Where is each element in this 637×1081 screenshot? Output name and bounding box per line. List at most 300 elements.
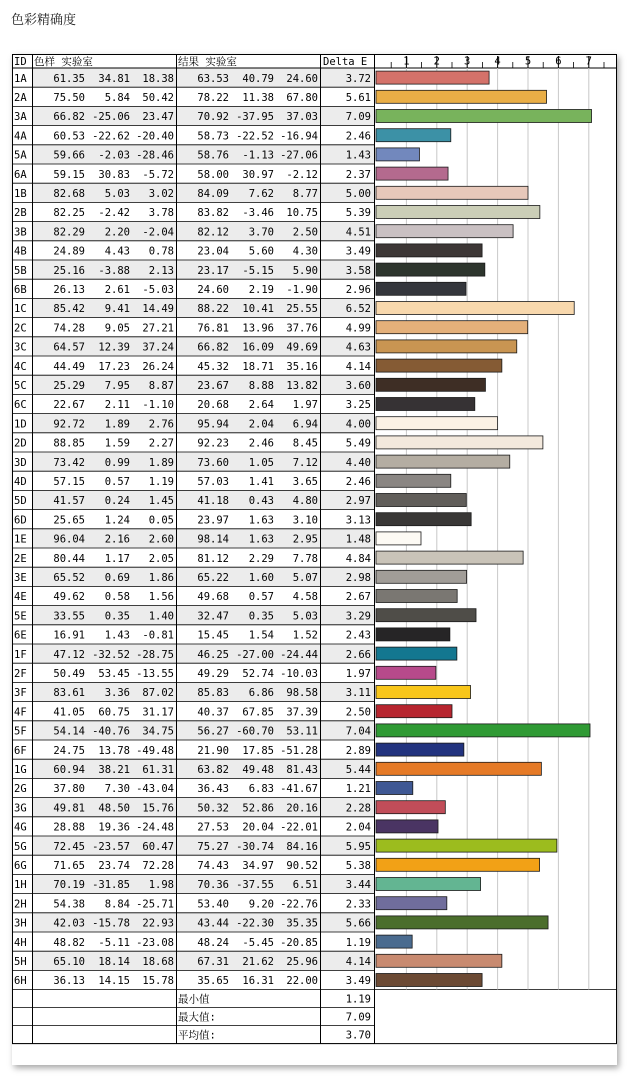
row-id: 3A	[14, 111, 27, 124]
axis-tick-label: 7	[585, 55, 592, 68]
result-lab-value: -41.67	[280, 783, 318, 796]
row-id: 4B	[14, 245, 27, 258]
sample-lab-value: 80.44	[53, 552, 85, 565]
result-lab-value: 41.18	[197, 495, 229, 508]
row-id: 4E	[14, 591, 27, 604]
result-lab-value: 10.75	[286, 207, 318, 220]
result-lab-value: 82.12	[197, 226, 229, 239]
sample-lab-value: 33.55	[53, 610, 85, 623]
row-id: 2D	[14, 437, 27, 450]
sample-lab-value: 54.38	[53, 898, 85, 911]
delta-e-bar	[376, 743, 464, 756]
row-id: 2H	[14, 898, 27, 911]
sample-lab-value: 0.58	[104, 591, 130, 604]
delta-e-bar	[376, 935, 412, 948]
row-id: 6G	[14, 860, 27, 873]
result-lab-value: 1.97	[292, 399, 318, 412]
delta-e-bar	[376, 494, 466, 507]
sample-lab-value: 53.45	[98, 668, 130, 681]
delta-e-value: 3.25	[345, 399, 371, 412]
sample-lab-value: 1.89	[148, 456, 174, 469]
result-lab-value: 58.00	[197, 168, 229, 181]
result-lab-value: 2.46	[248, 437, 274, 450]
result-lab-value: -37.95	[236, 111, 274, 124]
row-id: 4G	[14, 821, 27, 834]
sample-lab-value: 48.50	[98, 802, 130, 815]
sample-lab-value: 13.78	[98, 744, 130, 757]
row-id: 1E	[14, 533, 27, 546]
result-lab-value: 21.62	[242, 956, 274, 969]
result-lab-value: 50.32	[197, 802, 229, 815]
sample-lab-value: 1.17	[104, 552, 130, 565]
delta-e-bar	[376, 225, 513, 238]
delta-e-bar	[376, 974, 482, 987]
delta-e-value: 4.99	[345, 322, 371, 335]
result-lab-value: 4.58	[292, 591, 318, 604]
result-lab-value: -24.44	[280, 648, 318, 661]
summary-value: 1.19	[345, 993, 371, 1006]
sample-lab-value: 54.14	[53, 725, 85, 738]
sample-lab-value: 22.67	[53, 399, 85, 412]
delta-e-bar	[376, 609, 476, 622]
result-lab-value: 3.10	[292, 514, 318, 527]
result-lab-value: 46.25	[197, 648, 229, 661]
sample-lab-value: 24.75	[53, 744, 85, 757]
sample-lab-value: 42.03	[53, 917, 85, 930]
delta-e-value: 6.52	[345, 303, 371, 316]
sample-lab-value: 9.05	[104, 322, 130, 335]
result-lab-value: 67.80	[286, 92, 318, 105]
row-id: 4D	[14, 476, 27, 489]
result-lab-value: 76.81	[197, 322, 229, 335]
result-lab-value: 5.07	[292, 572, 318, 585]
sample-lab-value: -13.55	[136, 668, 174, 681]
header-delta-e: Delta E	[323, 56, 368, 68]
row-id: 3B	[14, 226, 27, 239]
color-accuracy-table-chart	[12, 54, 617, 1065]
delta-e-value: 2.67	[345, 591, 371, 604]
sample-lab-value: 65.10	[53, 956, 85, 969]
result-lab-value: 5.90	[292, 264, 318, 277]
color-accuracy-sheet	[12, 54, 617, 1065]
result-lab-value: 2.95	[292, 533, 318, 546]
result-lab-value: 5.03	[292, 610, 318, 623]
result-lab-value: 23.17	[197, 264, 229, 277]
sample-lab-value: 92.72	[53, 418, 85, 431]
result-lab-value: 70.36	[197, 879, 229, 892]
result-lab-value: 57.03	[197, 476, 229, 489]
delta-e-bar	[376, 801, 445, 814]
row-id: 1D	[14, 418, 27, 431]
delta-e-value: 3.49	[345, 245, 371, 258]
sample-lab-value: 59.66	[53, 149, 85, 162]
sample-lab-value: 82.68	[53, 188, 85, 201]
result-lab-value: -3.46	[242, 207, 274, 220]
delta-e-bar	[376, 686, 471, 699]
sample-lab-value: 2.76	[148, 418, 174, 431]
result-lab-value: 48.24	[197, 936, 229, 949]
result-lab-value: 6.86	[248, 687, 274, 700]
result-lab-value: -51.28	[280, 744, 318, 757]
row-id: 1G	[14, 764, 27, 777]
result-lab-value: 90.52	[286, 860, 318, 873]
sample-lab-value: -1.10	[142, 399, 174, 412]
result-lab-value: 36.43	[197, 783, 229, 796]
row-id: 3G	[14, 802, 27, 815]
delta-e-value: 2.89	[345, 744, 371, 757]
sample-lab-value: 34.81	[98, 72, 130, 85]
sample-lab-value: 57.15	[53, 476, 85, 489]
delta-e-value: 1.19	[345, 936, 371, 949]
sample-lab-value: 23.74	[98, 860, 130, 873]
result-lab-value: 1.54	[248, 629, 274, 642]
sample-lab-value: 4.43	[104, 245, 130, 258]
delta-e-bar	[376, 167, 448, 180]
row-id: 1H	[14, 879, 27, 892]
sample-lab-value: -23.57	[92, 840, 130, 853]
result-lab-value: 0.35	[248, 610, 274, 623]
delta-e-bar	[376, 321, 528, 334]
result-lab-value: 49.69	[286, 341, 318, 354]
delta-e-bar	[376, 839, 557, 852]
delta-e-value: 4.51	[345, 226, 371, 239]
sample-lab-value: 60.53	[53, 130, 85, 143]
delta-e-value: 3.44	[345, 879, 371, 892]
sample-lab-value: 70.19	[53, 879, 85, 892]
row-id: 2F	[14, 668, 27, 681]
result-lab-value: 63.82	[197, 764, 229, 777]
delta-e-value: 2.97	[345, 495, 371, 508]
result-lab-value: 24.60	[197, 284, 229, 297]
sample-lab-value: 0.99	[104, 456, 130, 469]
result-lab-value: 13.96	[242, 322, 274, 335]
delta-e-value: 4.84	[345, 552, 371, 565]
row-id: 1C	[14, 303, 27, 316]
sample-lab-value: 25.16	[53, 264, 85, 277]
row-id: 6E	[14, 629, 27, 642]
sample-lab-value: 41.57	[53, 495, 85, 508]
delta-e-bar	[376, 897, 447, 910]
delta-e-value: 2.66	[345, 648, 371, 661]
row-id: 6H	[14, 975, 27, 988]
delta-e-value: 3.49	[345, 975, 371, 988]
result-lab-value: 98.14	[197, 533, 229, 546]
result-lab-value: 1.60	[248, 572, 274, 585]
sample-lab-value: 59.15	[53, 168, 85, 181]
row-id: 4A	[14, 130, 27, 143]
sample-lab-value: 82.29	[53, 226, 85, 239]
sample-lab-value: 28.88	[53, 821, 85, 834]
result-lab-value: 7.62	[248, 188, 274, 201]
sample-lab-value: 0.78	[148, 245, 174, 258]
delta-e-bar	[376, 90, 547, 103]
sample-lab-value: -5.03	[142, 284, 174, 297]
sample-lab-value: 37.24	[142, 341, 174, 354]
row-id: 2G	[14, 783, 27, 796]
axis-tick-label: 3	[464, 55, 471, 68]
row-id: 1F	[14, 648, 27, 661]
row-id: 2C	[14, 322, 27, 335]
delta-e-value: 5.00	[345, 188, 371, 201]
delta-e-value: 2.37	[345, 168, 371, 181]
result-lab-value: 8.77	[292, 188, 318, 201]
delta-e-value: 2.43	[345, 629, 371, 642]
result-lab-value: 10.41	[242, 303, 274, 316]
sample-lab-value: 60.75	[98, 706, 130, 719]
result-lab-value: 23.97	[197, 514, 229, 527]
result-lab-value: 25.55	[286, 303, 318, 316]
sample-lab-value: -2.42	[98, 207, 130, 220]
delta-e-bar	[376, 474, 451, 487]
sample-lab-value: 34.75	[142, 725, 174, 738]
delta-e-bar	[376, 148, 419, 161]
delta-e-value: 2.46	[345, 476, 371, 489]
delta-e-value: 5.66	[345, 917, 371, 930]
delta-e-value: 2.28	[345, 802, 371, 815]
result-lab-value: -2.12	[286, 168, 318, 181]
delta-e-bar	[376, 263, 485, 276]
result-lab-value: 0.43	[248, 495, 274, 508]
delta-e-value: 1.43	[345, 149, 371, 162]
axis-tick-label: 6	[555, 55, 562, 68]
sample-lab-value: 25.29	[53, 380, 85, 393]
sample-lab-value: 5.84	[104, 92, 130, 105]
row-id: 4C	[14, 360, 27, 373]
sample-lab-value: 16.91	[53, 629, 85, 642]
sample-lab-value: 2.27	[148, 437, 174, 450]
sample-lab-value: 25.65	[53, 514, 85, 527]
sample-lab-value: -25.06	[92, 111, 130, 124]
result-lab-value: 3.70	[248, 226, 274, 239]
sample-lab-value: 14.15	[98, 975, 130, 988]
result-lab-value: 1.63	[248, 514, 274, 527]
delta-e-value: 3.72	[345, 72, 371, 85]
delta-e-value: 2.04	[345, 821, 371, 834]
sample-lab-value: 22.93	[142, 917, 174, 930]
row-id: 3H	[14, 917, 27, 930]
result-lab-value: 65.22	[197, 572, 229, 585]
result-lab-value: -20.85	[280, 936, 318, 949]
sample-lab-value: 8.84	[104, 898, 130, 911]
delta-e-bar	[376, 590, 457, 603]
result-lab-value: 2.04	[248, 418, 274, 431]
sample-lab-value: 1.59	[104, 437, 130, 450]
sample-lab-value: -25.71	[136, 898, 174, 911]
result-lab-value: 35.35	[286, 917, 318, 930]
axis-tick-label: 1	[403, 55, 410, 68]
delta-e-value: 3.13	[345, 514, 371, 527]
result-lab-value: 9.20	[248, 898, 274, 911]
result-lab-value: 27.53	[197, 821, 229, 834]
row-id: 6A	[14, 168, 27, 181]
sample-lab-value: 37.80	[53, 783, 85, 796]
row-id: 3C	[14, 341, 27, 354]
row-id: 5D	[14, 495, 27, 508]
delta-e-value: 5.38	[345, 860, 371, 873]
sample-lab-value: 64.57	[53, 341, 85, 354]
sample-lab-value: 1.86	[148, 572, 174, 585]
result-lab-value: 6.94	[292, 418, 318, 431]
row-id: 4H	[14, 936, 27, 949]
sample-lab-value: -15.78	[92, 917, 130, 930]
result-lab-value: 16.09	[242, 341, 274, 354]
result-lab-value: 98.58	[286, 687, 318, 700]
sample-lab-value: 17.23	[98, 360, 130, 373]
sample-lab-value: -22.62	[92, 130, 130, 143]
result-lab-value: 20.16	[286, 802, 318, 815]
result-lab-value: 25.96	[286, 956, 318, 969]
result-lab-value: 53.11	[286, 725, 318, 738]
sample-lab-value: 85.42	[53, 303, 85, 316]
sample-lab-value: 1.89	[104, 418, 130, 431]
sample-lab-value: 5.03	[104, 188, 130, 201]
sample-lab-value: 7.95	[104, 380, 130, 393]
delta-e-bar	[376, 302, 574, 315]
delta-e-value: 4.00	[345, 418, 371, 431]
delta-e-value: 4.63	[345, 341, 371, 354]
sample-lab-value: 61.31	[142, 764, 174, 777]
delta-e-bar	[376, 724, 590, 737]
result-lab-value: 2.50	[292, 226, 318, 239]
result-lab-value: 40.37	[197, 706, 229, 719]
sample-lab-value: 1.98	[148, 879, 174, 892]
page-title: 色彩精确度	[11, 13, 77, 28]
sample-lab-value: -5.72	[142, 168, 174, 181]
sample-lab-value: 0.69	[104, 572, 130, 585]
sample-lab-value: 60.47	[142, 840, 174, 853]
sample-lab-value: 26.24	[142, 360, 174, 373]
delta-e-bar	[376, 244, 482, 257]
sample-lab-value: 47.12	[53, 648, 85, 661]
delta-e-value: 7.04	[345, 725, 371, 738]
delta-e-value: 2.50	[345, 706, 371, 719]
result-lab-value: 70.92	[197, 111, 229, 124]
result-lab-value: 95.94	[197, 418, 229, 431]
result-lab-value: -22.30	[236, 917, 274, 930]
result-lab-value: 92.23	[197, 437, 229, 450]
result-lab-value: 1.63	[248, 533, 274, 546]
result-lab-value: -5.15	[242, 264, 274, 277]
sample-lab-value: -32.52	[92, 648, 130, 661]
result-lab-value: 13.82	[286, 380, 318, 393]
header-result-lab: 结果 实验室	[178, 56, 237, 68]
result-lab-value: 56.27	[197, 725, 229, 738]
delta-e-value: 1.21	[345, 783, 371, 796]
delta-e-bar	[376, 398, 475, 411]
result-lab-value: 75.27	[197, 840, 229, 853]
result-lab-value: -22.52	[236, 130, 274, 143]
summary-label: 最小值	[178, 993, 210, 1006]
result-lab-value: 85.83	[197, 687, 229, 700]
delta-e-bar	[376, 71, 489, 84]
delta-e-bar	[376, 782, 413, 795]
delta-e-value: 2.33	[345, 898, 371, 911]
sample-lab-value: 8.87	[148, 380, 174, 393]
result-lab-value: 2.19	[248, 284, 274, 297]
summary-value: 3.70	[345, 1029, 371, 1042]
result-lab-value: 84.16	[286, 840, 318, 853]
delta-e-value: 5.39	[345, 207, 371, 220]
result-lab-value: 1.05	[248, 456, 274, 469]
sample-lab-value: 38.21	[98, 764, 130, 777]
sample-lab-value: 49.62	[53, 591, 85, 604]
sample-lab-value: 41.05	[53, 706, 85, 719]
result-lab-value: 45.32	[197, 360, 229, 373]
summary-label: 平均值:	[178, 1029, 216, 1042]
result-lab-value: 52.86	[242, 802, 274, 815]
delta-e-value: 7.09	[345, 111, 371, 124]
result-lab-value: 43.44	[197, 917, 229, 930]
sample-lab-value: 1.40	[148, 610, 174, 623]
delta-e-bar	[376, 858, 540, 871]
sample-lab-value: 23.47	[142, 111, 174, 124]
sample-lab-value: -43.04	[136, 783, 174, 796]
result-lab-value: -22.76	[280, 898, 318, 911]
delta-e-value: 4.40	[345, 456, 371, 469]
result-lab-value: 22.00	[286, 975, 318, 988]
delta-e-value: 5.95	[345, 840, 371, 853]
sample-lab-value: -3.88	[98, 264, 130, 277]
row-id: 2B	[14, 207, 27, 220]
sample-lab-value: -31.85	[92, 879, 130, 892]
result-lab-value: 23.04	[197, 245, 229, 258]
result-lab-value: 4.30	[292, 245, 318, 258]
sample-lab-value: 15.76	[142, 802, 174, 815]
result-lab-value: 81.43	[286, 764, 318, 777]
sample-lab-value: 1.43	[104, 629, 130, 642]
result-lab-value: 6.83	[248, 783, 274, 796]
result-lab-value: 5.60	[248, 245, 274, 258]
sample-lab-value: 0.24	[104, 495, 130, 508]
row-id: 6D	[14, 514, 27, 527]
delta-e-bar	[376, 359, 502, 372]
sample-lab-value: 27.21	[142, 322, 174, 335]
sample-lab-value: -28.75	[136, 648, 174, 661]
sample-lab-value: 2.11	[104, 399, 130, 412]
result-lab-value: 73.60	[197, 456, 229, 469]
sample-lab-value: 48.82	[53, 936, 85, 949]
delta-e-bar	[376, 570, 467, 583]
row-id: 1A	[14, 72, 27, 85]
delta-e-bar	[376, 186, 528, 199]
sample-lab-value: -0.81	[142, 629, 174, 642]
sample-lab-value: 36.13	[53, 975, 85, 988]
sample-lab-value: 50.42	[142, 92, 174, 105]
row-id: 5F	[14, 725, 27, 738]
result-lab-value: 58.73	[197, 130, 229, 143]
result-lab-value: 84.09	[197, 188, 229, 201]
result-lab-value: 58.76	[197, 149, 229, 162]
result-lab-value: 40.79	[242, 72, 274, 85]
result-lab-value: 7.12	[292, 456, 318, 469]
result-lab-value: 8.45	[292, 437, 318, 450]
sample-lab-value: 3.02	[148, 188, 174, 201]
result-lab-value: 52.74	[242, 668, 274, 681]
sample-lab-value: 12.39	[98, 341, 130, 354]
axis-tick-label: 4	[494, 55, 501, 68]
sample-lab-value: 50.49	[53, 668, 85, 681]
sample-lab-value: -2.03	[98, 149, 130, 162]
delta-e-value: 2.96	[345, 284, 371, 297]
sample-lab-value: 1.24	[104, 514, 130, 527]
result-lab-value: 17.85	[242, 744, 274, 757]
row-id: 3E	[14, 572, 27, 585]
delta-e-bar	[376, 110, 592, 123]
result-lab-value: -1.13	[242, 149, 274, 162]
result-lab-value: -22.01	[280, 821, 318, 834]
sample-lab-value: 60.94	[53, 764, 85, 777]
sample-lab-value: 72.45	[53, 840, 85, 853]
